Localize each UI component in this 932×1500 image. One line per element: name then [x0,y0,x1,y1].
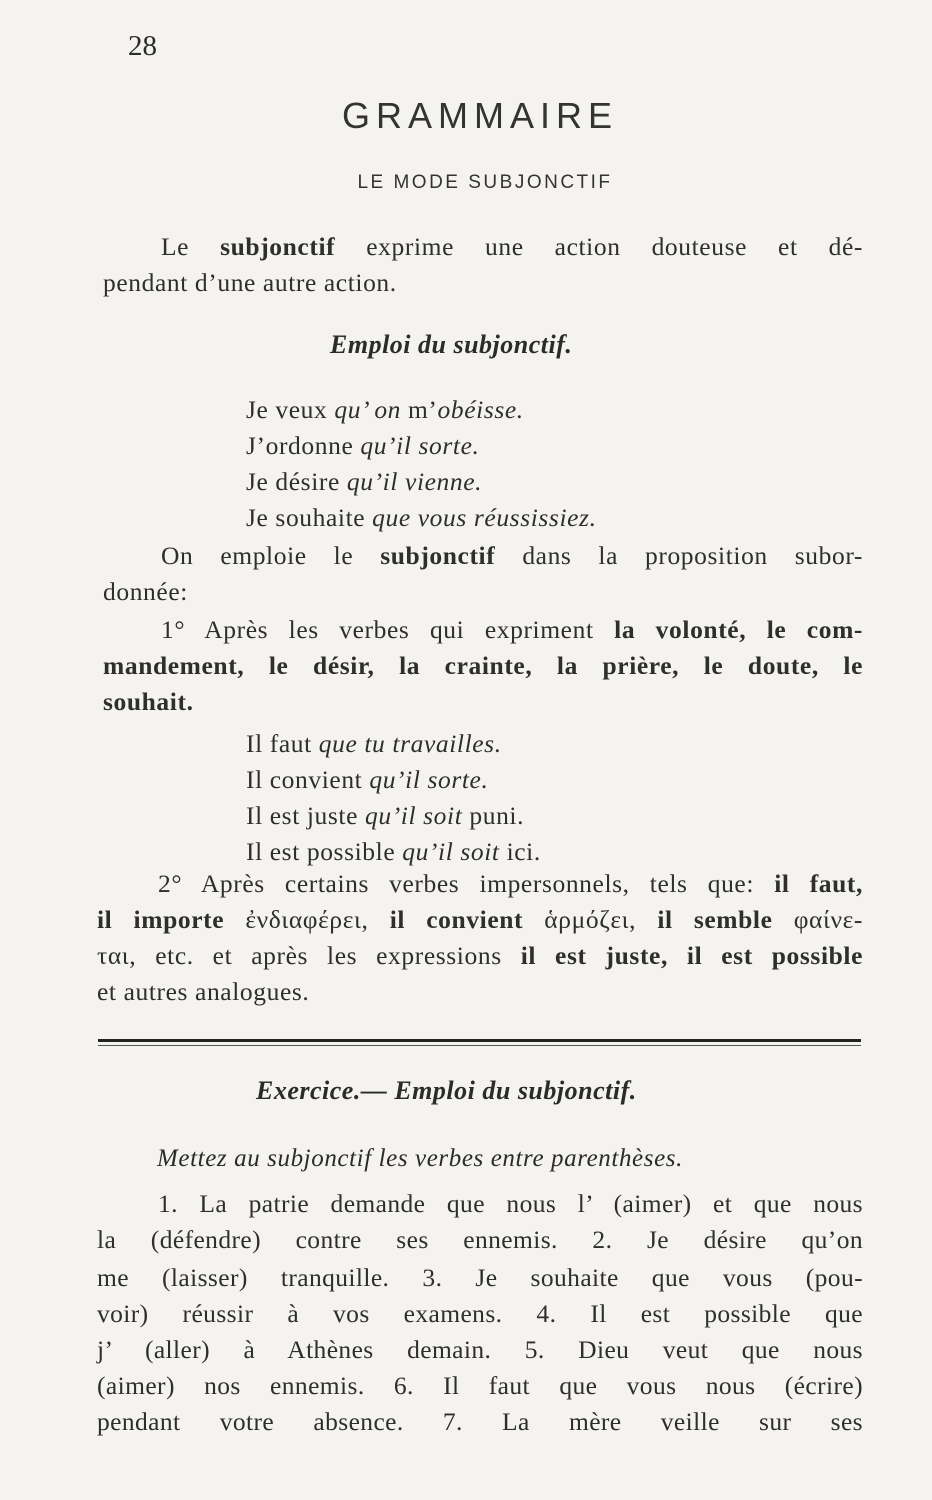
exercise-line-7: pendant votre absence. 7. La mère veille sur ses [97,1407,863,1436]
exercise-heading: Exercice.— Emploi du subjonctif. [256,1076,637,1105]
intro-line-2: pendant d’une autre action. [103,268,397,297]
rule1-line-3: souhait. [103,687,194,716]
rule2-line-4: et autres analogues. [97,977,310,1006]
rule2-line-2: il importe ἐνδιαφέρει, il convient ἁρμόζει, il semble φαίνε- [97,905,863,934]
exercise-instruction: Mettez au subjonctif les verbes entre parenthèses. [157,1145,683,1172]
separator-rule-thin [98,1045,861,1046]
section-subtitle: LE MODE SUBJONCTIF [357,172,613,193]
example-2: J’ordonne qu’il sorte. [246,431,480,460]
example-7: Il est juste qu’il soit puni. [246,801,525,830]
rule1-line-2: mandement, le désir, la crainte, la prière, le doute, le [103,651,863,680]
exercise-line-1: 1. La patrie demande que nous l’ (aimer) et que nous [158,1189,863,1218]
intro-line-1: Le subjonctif exprime une action douteuse et dé- [161,232,864,261]
heading-emploi: Emploi du subjonctif. [330,330,573,359]
rule2-line-3: ται, etc. et après les expressions il est juste, il est possible [97,941,864,970]
exercise-line-2: la (défendre) contre ses ennemis. 2. Je désire qu’on [97,1225,863,1254]
para1-line-1: On emploie le subjonctif dans la proposition subor- [161,541,863,570]
rule1-line-1: 1° Après les verbes qui expriment la volonté, le com- [161,615,864,644]
example-3: Je désire qu’il vienne. [246,467,483,496]
page-number: 28 [128,30,157,62]
separator-rule [98,1039,861,1042]
example-6: Il convient qu’il sorte. [246,765,489,794]
example-5: Il faut que tu travailles. [246,729,502,758]
example-8: Il est possible qu’il soit ici. [246,837,541,866]
example-4: Je souhaite que vous réussissiez. [246,503,597,532]
exercise-line-5: j’ (aller) à Athènes demain. 5. Dieu veut que nous [97,1335,863,1364]
page-title: GRAMMAIRE [341,95,618,136]
example-1: Je veux qu’ on m’obéisse. [246,395,524,424]
exercise-line-6: (aimer) nos ennemis. 6. Il faut que vous nous (écrire) [97,1371,863,1400]
exercise-line-4: voir) réussir à vos examens. 4. Il est possible que [97,1299,863,1328]
exercise-line-3: me (laisser) tranquille. 3. Je souhaite que vous (pou- [97,1263,863,1292]
rule2-line-1: 2° Après certains verbes impersonnels, tels que: il faut, [158,869,863,898]
para1-line-2: donnée: [103,577,188,606]
